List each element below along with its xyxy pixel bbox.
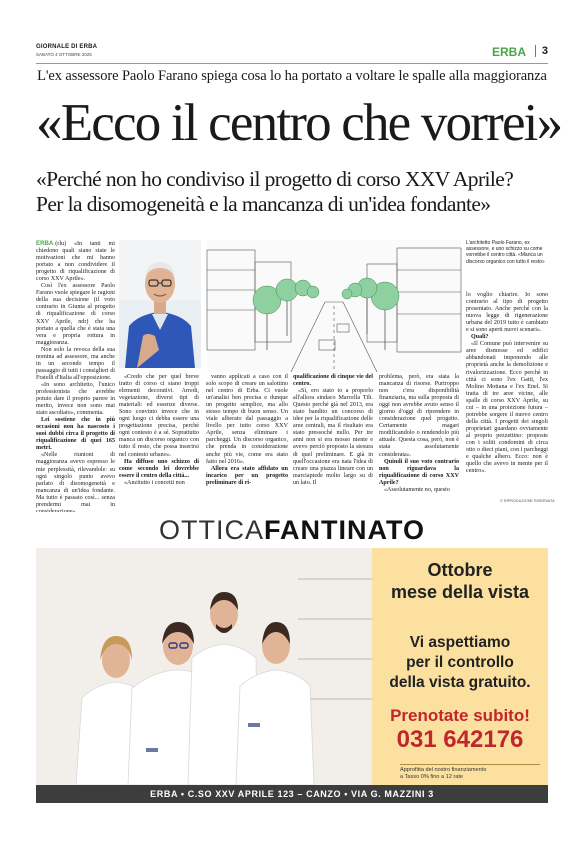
section-label: ERBA [491,45,526,59]
col4-paragraph: «Sì, ero stato io a proporlo all'allora sindaco Marcella Tili. Questo perché già nel 2013, era stato bandito un concorso di idee per la riqualificazione delle aree centrali, ma il risultato era stato pressoché nullo. Per tre anni non si era mosso niente e avevo perciò proposto la stesura di quel preliminare. E già in quell'occasione era nata l'idea di creare una piazza lineare con un marciapiede molto largo su di un lato. Il [293,388,373,486]
ad-promo-panel [372,548,548,785]
col1-paragraph: Così l'ex assessore Paolo Farano vuole spiegare le ragioni della sua decisione (il voto contrario in Giunta al progetto di riqualificazione di corso XXV Aprile, ndr) che ha portato a quella che è stata una vera e propria rottura in maggioranza. [36,283,115,346]
subhead-line-2: Per la disomogeneità e la mancanza di un'idea fondante» [36,192,491,216]
article-column-6 [466,292,548,498]
ad-financing-line-2: a Tasso 0% fino a 12 rate [400,774,464,780]
interview-question: qualificazione di cinque vie del centro. [293,374,373,388]
article-column-3 [206,374,288,508]
col2-paragraph: «Credo che per quel breve tratto di corso ci siano troppi elementi decorativi. Arredi, vegetazione, diversi tipi di materiali: ed essenze diverse. Sono convinto invece che in ogni luogo ci debba essere una progettazione precisa, perché ogni contesto è a sé. Soprattutto manca un discorso organico con tutto il resto, che possa inserirsi nel contesto urbano». [119,374,199,458]
ad-cta: Prenotate subito! [390,706,530,725]
col2-paragraph: «Anzitutto i concetti non [124,479,185,486]
col1-paragraph: «Nelle riunioni di maggioranza avevo espresso le mie perplessità, rilevandole: su ogni singolo punto avevo parlato di disomogeneità e mancanza di un'idea fondante. Ma tutto è passato così... senza prendermi mai in [36,452,115,508]
ad-headline-line-1: Ottobre [427,560,493,580]
ad-financing-line-1: Approfitta del nostro finanziamento [400,767,487,773]
article-column-4 [293,374,373,508]
subhead-line-1: «Perché non ho condiviso il progetto di corso XXV Aprile? [36,167,514,191]
advertisement [36,512,548,803]
issue-date: SABATO 4 OTTOBRE 2025 [36,52,92,57]
article-subhead [36,167,548,217]
street-sketch [207,240,461,372]
ad-invite-line-2: per il controllo [406,654,514,671]
ad-brand [36,512,548,548]
col1-lead: (rlu) «In tanti mi chiedono quali siano state le motivazioni che mi hanno portato a non condividere il progetto di riqualificazione di corso XXV Aprile». [36,241,115,283]
ad-financing [400,764,540,781]
article-column-1 [36,240,115,508]
article-column-2 [119,374,199,508]
interview-question: Ha diffuso uno schizzo di come secondo lei dovrebbe essere il centro della città... [119,458,199,479]
interview-question: Allora era stato affidato un incarico per un progetto preliminare di ri- [206,465,288,486]
col1-paragraph: «In sono architetto, l'unico professionista che avrebbe potuto dare il proprio parere in merito, invece non sono mai stato ascoltato», commenta. [36,381,115,417]
col3-paragraph: vanno applicati a caso con il solo scopo di creare un salottino nel centro di Erba. Ci vuole un'analisi ben precisa e dunque un progetto semplice, ma allo stesso tempo di buon senso. Un viale alberato dal passaggio a livello per tutto corso XXV Aprile, senza eliminare i parcheggi. Un discorso organico, che prenda in considerazione anche più vie, come era stato fatto nel 2016». [206,374,288,465]
col6-paragraph: lo voglio chiarire. Io sono contrario al tipo di progetto presentato. Anche perché con la nuova legge di rigenerazione urbana del 2019 tutto è cambiato e si sono aperti nuovi scenari». [466,292,548,334]
interview-question: Quali? [471,334,489,341]
ad-invite-line-1: Vi aspettiamo [409,634,511,651]
article-kicker: L'ex assessore Paolo Farano spiega cosa lo ha portato a voltare le spalle alla maggioranza [37,68,547,84]
page-number: 3 [535,45,548,57]
ad-team-photo [36,548,372,785]
col1-paragraph: Non solo la revoca della sua nomina ad assessore, ma anche in un secondo tempo il passaggio di tutti i consiglieri di Fratelli d'Italia all'opposizione. [36,346,115,381]
col5-paragraph: problema, però, era stata la mancanza di risorse. Purtroppo non c'era disponibilità finanziaria, ma sulla proposta di oggi non avrebbe avuto senso il giorno d'oggi di riprendere in considerazione quel progetto. Certamente magari modificandolo o rendendolo più attuale. Questa cosa, però, non è stata assolutamente considerata». [379,374,459,458]
location-tag: ERBA [36,240,54,247]
ad-phone: 031 642176 [396,726,524,753]
copyright-note: © RIPRODUZIONE RISERVATA [500,499,555,503]
team-illustration [36,548,372,785]
ad-brand-bold: FANTINATO [264,515,425,545]
masthead [36,44,548,64]
article-column-5 [379,374,459,508]
portrait-photo [119,240,201,368]
col5-paragraph: «Assolutamente no, questo [384,486,450,493]
ad-headline-line-2: mese della vista [390,582,530,602]
portrait-illustration [119,240,201,368]
sketch-illustration [207,240,461,372]
col6-paragraph: «Il Comune può intervenire su aree dismesse ed edifici abbandonati imponendo alle proprietà anche la demolizione e rivalorizzazione. Ecco perché in città ci sono l'ex Gatti, l'ex Molino Mottana e l'ex Enel. Si tratta di tre aree vicine, alle spalle di corso XXV Aprile, su cui – in una proiezione futura – potrebbe sorgere il nuovo centro della città. I progetti dei singoli proprietari guardano ovviamente al proprio pezzettino: proposte con i soliti condomini di circa otto o dieci piani, con i parcheggi e qualche albero. Ecco: non è quello che avevo in mente per il centro». [466,341,548,475]
ad-address-bar: ERBA • C.SO XXV APRILE 123 – CANZO • VIA G. MAZZINI 3 [36,785,548,803]
interview-question: Quindi il suo voto contrario non riguardava la riqualificazione di corso XXV Aprile? [379,458,459,486]
article-headline: «Ecco il centro che vorrei» [36,94,562,152]
ad-invite-line-3: della vista gratuito. [389,674,531,691]
photo-caption: L'architetto Paolo Farano, ex assessore, e uno schizzo su come vorrebbe il centro città. «Manca un discorso organico con tutto il resto» [466,240,545,265]
ad-brand-thin: OTTICA [159,515,264,545]
newspaper-name: GIORNALE DI ERBA [36,44,98,50]
interview-question: Lei sostiene che in più occasioni non ha nascosto i suoi dubbi circa il progetto di riqualificazione di quei 165 metri. [36,417,115,452]
